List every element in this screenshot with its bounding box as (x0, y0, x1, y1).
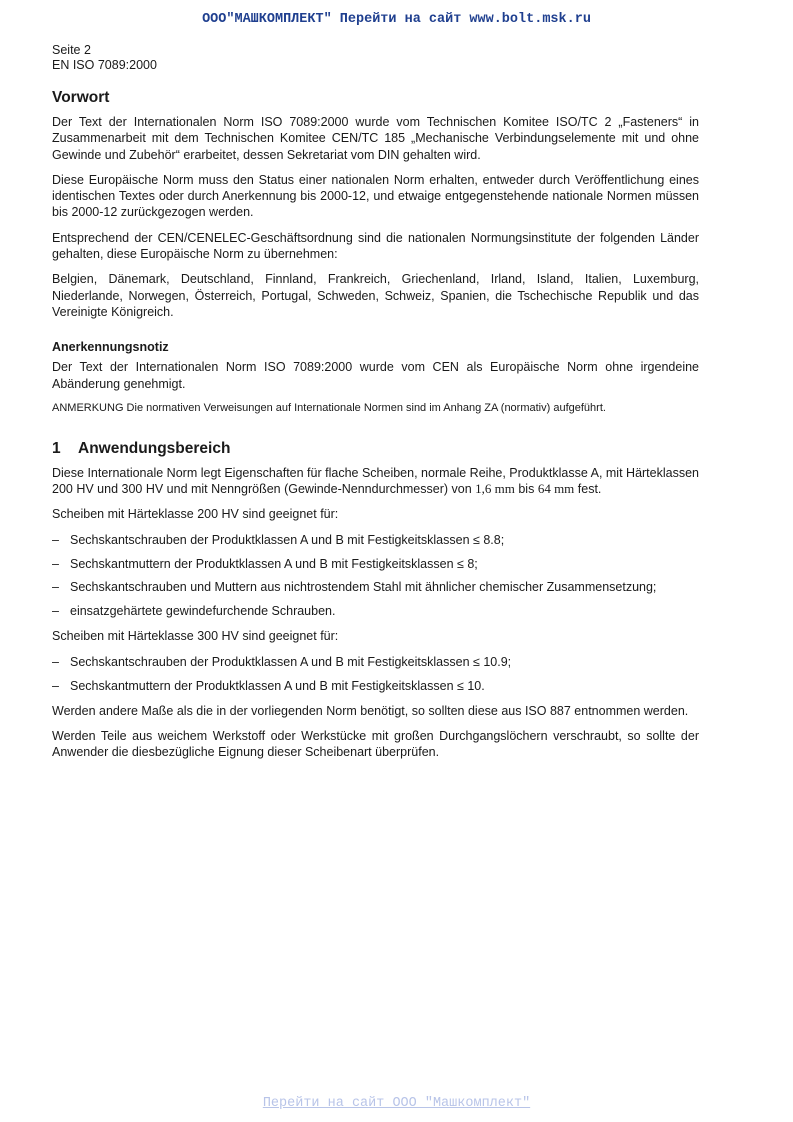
list-item-text: einsatzgehärtete gewindefurchende Schrauben. (70, 604, 336, 619)
hv200-list (52, 532, 699, 620)
endorsement-notice-text: Der Text der Internationalen Norm ISO 7089:2000 wurde vom CEN als Europäische Norm ohne irgendeine Abänderung genehmigt. (52, 360, 699, 391)
size-to-value: 64 mm (537, 481, 575, 497)
hv200-lead: Scheiben mit Härteklasse 200 HV sind geeignet für: (52, 507, 339, 522)
list-item (52, 556, 699, 572)
country-list-paragraph: Belgien, Dänemark, Deutschland, Finnland, Frankreich, Griechenland, Irland, Island, Italien, Luxemburg, Niederlande, Norwegen, Österreich, Portugal, Schweden, Schweiz, Spanien, die Tschechische Republik und das Vereinigte Königreich. (52, 272, 699, 319)
dash-marker: – (52, 580, 59, 595)
size-from-value: 1,6 mm (475, 481, 515, 497)
list-item (52, 603, 699, 619)
list-item-text: Sechskantschrauben der Produktklassen A und B mit Festigkeitsklassen ≤ 10.9; (70, 654, 512, 669)
foreword-heading: Vorwort (52, 89, 110, 106)
standard-id: EN ISO 7089:2000 (52, 58, 157, 72)
list-item-text: Sechskantschrauben und Muttern aus nichtrostendem Stahl mit ähnlicher chemischer Zusammensetzung; (70, 580, 657, 595)
dash-marker: – (52, 654, 59, 669)
foreword-paragraph-2: Diese Europäische Norm muss den Status einer nationalen Norm erhalten, entweder durch Veröffentlichung eines identischen Textes oder durch Anerkennung bis 2000-12, und etwaige entgegenstehende nationale Normen müssen bis 2000-12 zurückgezogen werden. (52, 172, 699, 220)
section-title: Anwendungsbereich (78, 439, 231, 457)
footer-site-link[interactable]: Перейти на сайт ООО "Машкомплект" (262, 1096, 531, 1111)
hv300-lead: Scheiben mit Härteklasse 300 HV sind geeignet für: (52, 629, 339, 644)
dash-marker: – (52, 678, 59, 693)
page-number: Seite 2 (52, 43, 91, 57)
closing-paragraph-2: Werden Teile aus weichem Werkstoff oder Werkstücke mit großen Durchgangslöchern verschraubt, so sollte der Anwender die diesbezügliche Eignung dieser Scheibenart überprüfen. (52, 729, 699, 760)
endorsement-notice-heading: Anerkennungsnotiz (52, 340, 169, 355)
dash-marker: – (52, 604, 59, 619)
hv300-list (52, 654, 699, 694)
list-item-text: Sechskantmuttern der Produktklassen A und B mit Festigkeitsklassen ≤ 10. (70, 678, 485, 693)
document-page (52, 43, 699, 770)
list-item (52, 678, 699, 694)
section-1-heading (52, 440, 699, 458)
list-item-text: Sechskantmuttern der Produktklassen A und B mit Festigkeitsklassen ≤ 8; (70, 556, 478, 571)
list-item (52, 579, 699, 595)
foreword-paragraph-3: Entsprechend der CEN/CENELEC-Geschäftsordnung sind die nationalen Normungsinstitute der folgenden Länder gehalten, diese Europäische Norm zu übernehmen: (52, 230, 699, 262)
scope-intro-paragraph (52, 465, 699, 498)
scope-intro-text: Diese Internationale Norm legt Eigenschaften für flache Scheiben, normale Reihe, Produktklasse A, mit Härteklassen 200 HV und 300 HV und mit Nenngrößen (Gewinde-Nenndurchmesser) von (52, 465, 699, 497)
scope-intro-end: fest. (574, 482, 602, 497)
closing-paragraph-1: Werden andere Maße als die in der vorliegenden Norm benötigt, so sollten diese aus ISO 887 entnommen werden. (52, 703, 689, 718)
foreword-paragraph-1: Der Text der Internationalen Norm ISO 7089:2000 wurde vom Technischen Komitee ISO/TC 2 „Fasteners“ in Zusammenarbeit mit dem Technischen Komitee CEN/TC 185 „Mechanische Verbindungselemente mit und ohne Gewinde und Zubehör“ erarbeitet, dessen Sekretariat vom DIN gehalten wird. (52, 115, 699, 162)
list-item (52, 532, 699, 548)
list-item-text: Sechskantschrauben der Produktklassen A und B mit Festigkeitsklassen ≤ 8.8; (70, 532, 505, 547)
dash-marker: – (52, 532, 59, 547)
list-item (52, 654, 699, 670)
dash-marker: – (52, 556, 59, 571)
section-number: 1 (52, 439, 61, 457)
normative-note: ANMERKUNG Die normativen Verweisungen auf Internationale Normen sind im Anhang ZA (normativ) aufgeführt. (52, 401, 606, 414)
site-banner-link[interactable]: ООО"МАШКОМПЛЕКТ" Перейти на сайт www.bolt.msk.ru (202, 12, 591, 27)
scope-intro-connector: bis (514, 482, 538, 497)
